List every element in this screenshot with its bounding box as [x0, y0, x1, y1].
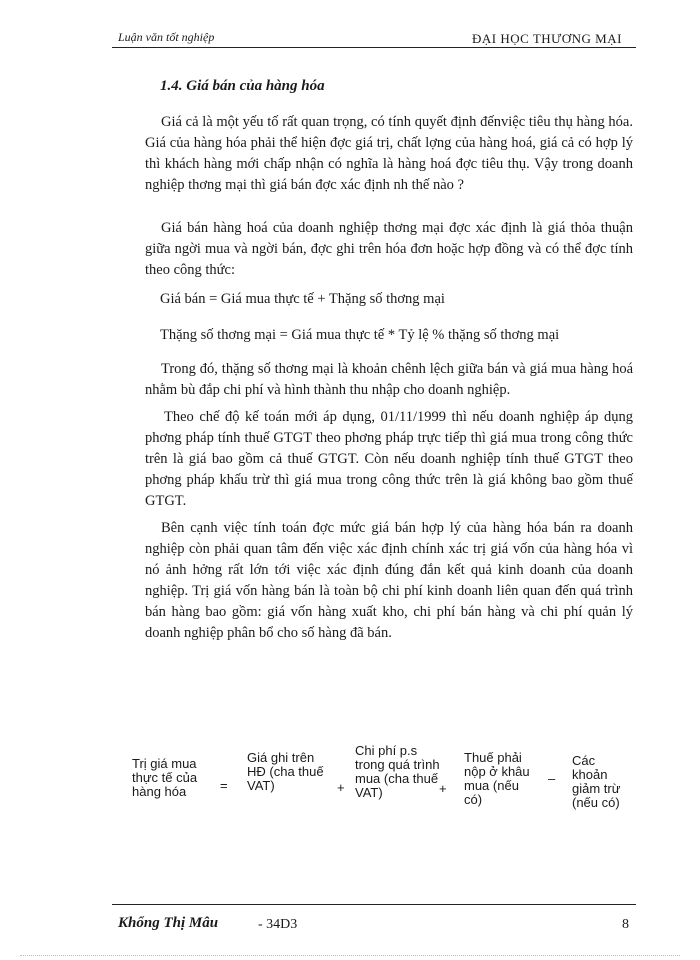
formula-plus-sign-2: + [439, 781, 447, 796]
header-divider [112, 47, 636, 48]
footer-divider [112, 904, 636, 905]
formula-term-invoice-price: Giá ghi trên HĐ (cha thuế VAT) [247, 750, 324, 793]
formula-equals-sign: = [220, 778, 228, 793]
header-left-title: Luận văn tốt nghiệp [118, 30, 215, 44]
paragraph-price-definition: Giá bán hàng hoá của doanh nghiệp thơng mại đợc xác định là giá thỏa thuận giữa ngời mua và ngời bán, đợc ghi trên hóa đơn hoặc hợp đồng và có thể đợc tính theo công thức: [145, 220, 633, 278]
page-number: 8 [622, 917, 629, 932]
header-right-title: ĐẠI HỌC THƯƠNG MẠI [472, 31, 622, 46]
formula-term-purchase-tax: Thuế phải nộp ở khâu mua (nếu có) [464, 750, 530, 807]
footer-class: - 34D3 [258, 917, 298, 932]
formula-plus-sign: + [337, 780, 345, 795]
formula-term-deductions: Các khoản giảm trừ (nếu có) [572, 753, 621, 810]
bottom-dotted-rule [20, 955, 680, 956]
paragraph-vat-methods: Theo chế độ kế toán mới áp dụng, 01/11/1999 thì nếu doanh nghiệp áp dụng phơng pháp tính thuế GTGT theo phơng pháp trực tiếp thì giá mua trong công thức trên là giá bao gồm cả thuế GTGT. Còn nếu doanh nghiệp tính thuế GTGT theo phơng pháp khấu trừ thì giá mua trong công thức trên là giá không bao gồm thuế GTGT. [145, 409, 633, 509]
footer-author: Khổng Thị Mâu [118, 915, 219, 931]
formula-markup: Thặng số thơng mại = Giá mua thực tế * Tỷ lệ % thặng số thơng mại [160, 327, 560, 343]
formula-lhs: Trị giá mua thực tế của hàng hóa [132, 756, 198, 799]
formula-term-purchase-costs: Chi phí p.s trong quá trình mua (cha thuế VAT) [355, 743, 440, 800]
formula-minus-sign: – [548, 771, 556, 786]
paragraph-markup-meaning: Trong đó, thặng số thơng mại là khoản chênh lệch giữa bán và giá mua hàng hoá nhằm bù đắp chi phí và hình thành thu nhập cho doanh nghiệp. [145, 361, 633, 398]
formula-selling-price: Giá bán = Giá mua thực tế + Thặng số thơng mại [160, 291, 445, 307]
paragraph-price-importance: Giá cả là một yếu tố rất quan trọng, có tính quyết định đếnviệc tiêu thụ hàng hóa. Giá của hàng hóa phải thể hiện đợc giá trị, chất lợng của hàng hoá, giá cả có hợp lý thì khách hàng mới chấp nhận có nghĩa là hàng hoá đợc tiêu thụ. Vậy trong doanh nghiệp thơng mại thì giá bán đợc xác định nh thế nào ? [145, 114, 633, 193]
paragraph-cost-of-goods: Bên cạnh việc tính toán đợc mức giá bán hợp lý của hàng hóa bán ra doanh nghiệp còn phải quan tâm đến việc xác định chính xác trị giá vốn của hàng hóa vì nó ảnh hởng rất lớn tới việc xác định đúng đắn kết quả kinh doanh của doanh nghiệp. Trị giá vốn hàng bán là toàn bộ chi phí kinh doanh liên quan đến quá trình bán hàng bao gồm: giá vốn hàng xuất kho, chi phí bán hàng và chi phí quản lý doanh nghiệp phân bổ cho số hàng đã bán. [145, 520, 633, 641]
section-heading: 1.4. Giá bán của hàng hóa [160, 78, 325, 94]
